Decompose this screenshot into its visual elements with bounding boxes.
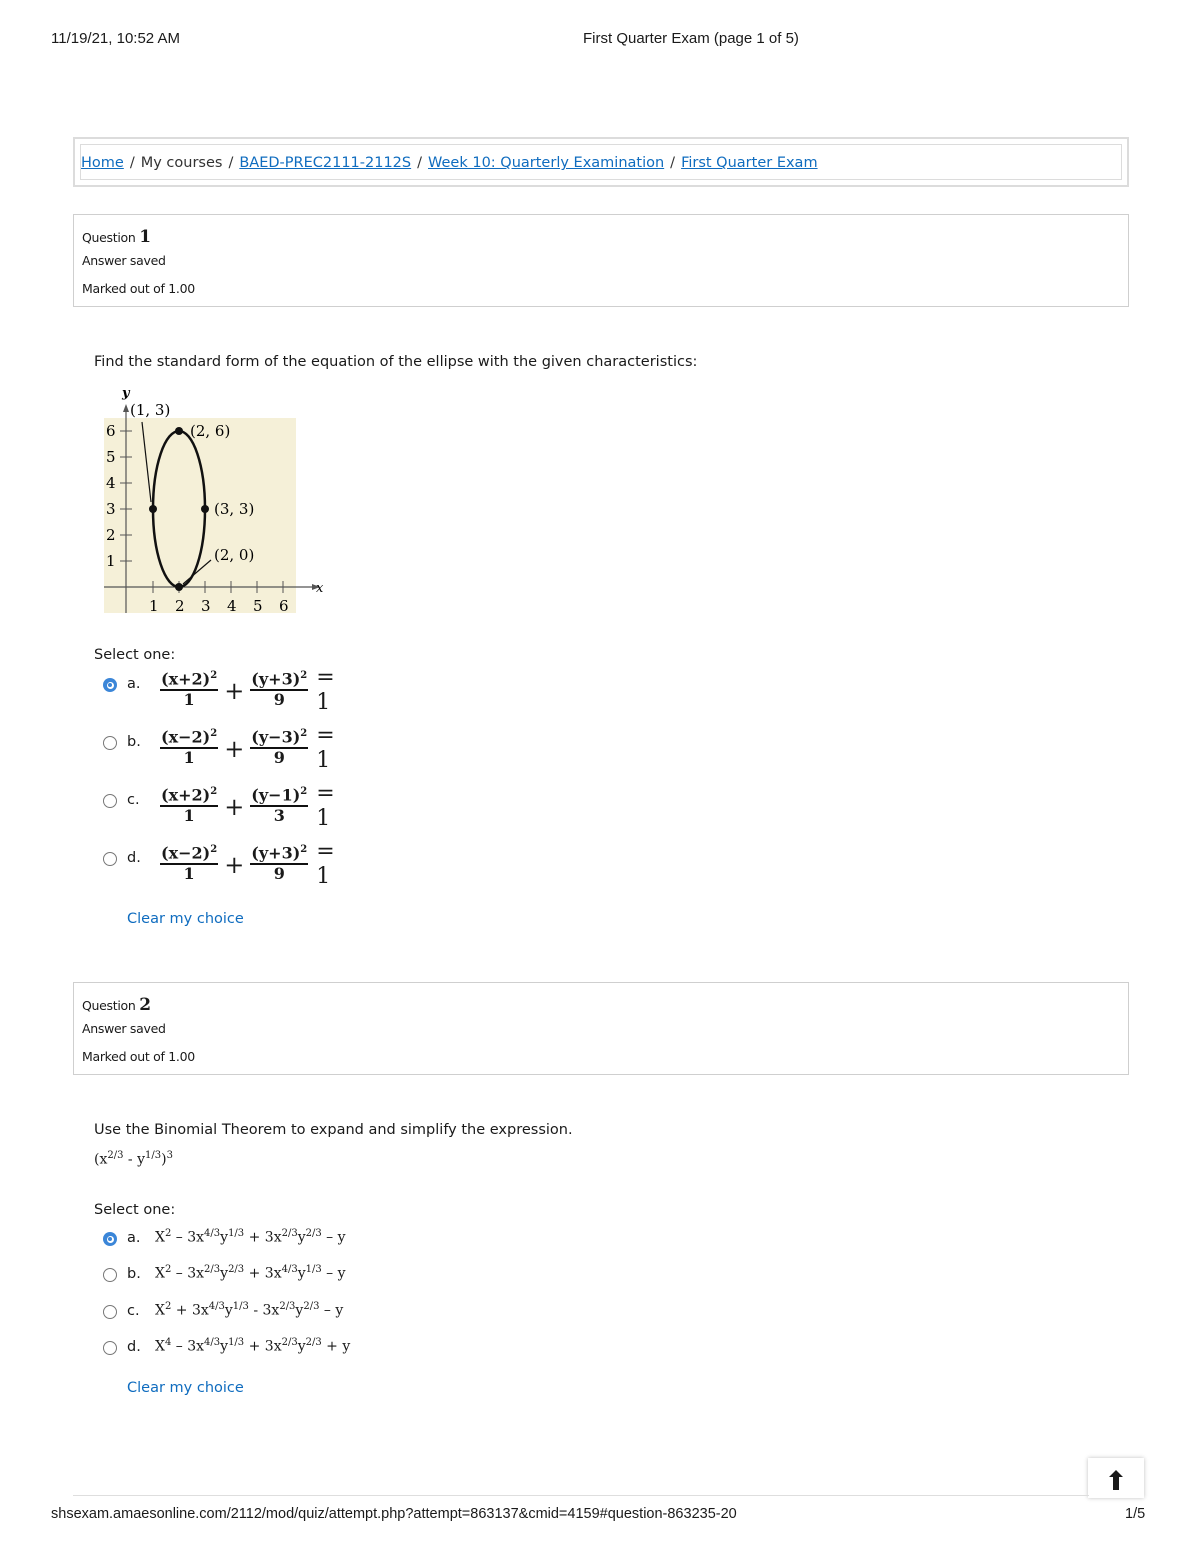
point-label: (1, 3) xyxy=(130,401,171,419)
radio-button[interactable] xyxy=(103,852,117,866)
option-letter: d. xyxy=(127,850,141,866)
radio-button[interactable] xyxy=(103,678,117,692)
question-label: Question xyxy=(82,230,136,245)
question-number xyxy=(82,227,151,247)
option-expression: $X^2 + 3x^{4/3}y^{1/3} - 3x^{2/3}y^{2/3} - y$ xyxy=(155,1301,344,1319)
question-1-info xyxy=(73,214,1129,307)
point-2-0 xyxy=(175,583,183,591)
divider xyxy=(73,1495,1089,1496)
option-letter: b. xyxy=(127,1266,141,1282)
breadcrumb-separator: / xyxy=(417,155,423,171)
point-label: (2, 6) xyxy=(190,422,231,440)
select-one-label: Select one: xyxy=(94,1202,176,1218)
graph-background xyxy=(104,418,296,613)
breadcrumb-separator: / xyxy=(129,155,135,171)
print-header xyxy=(0,30,1200,50)
y-tick-label: 4 xyxy=(106,474,116,492)
question-2-text: Use the Binomial Theorem to expand and simplify the expression. xyxy=(94,1122,573,1138)
option-expression: $X^4 - 3x^{4/3}y^{1/3} + 3x^{2/3}y^{2/3} + y$ xyxy=(155,1337,351,1355)
page-url: shsexam.amaesonline.com/2112/mod/quiz/attempt.php?attempt=863137&cmid=4159#question-863235-20 xyxy=(51,1506,737,1522)
y-axis-arrow xyxy=(123,404,129,412)
breadcrumb-home[interactable]: Home xyxy=(81,155,124,171)
option-letter: a. xyxy=(127,1230,141,1246)
x-axis-label: x xyxy=(316,581,324,596)
breadcrumb-course[interactable]: BAED-PREC2111-2112S xyxy=(239,155,412,171)
breadcrumb-separator: / xyxy=(670,155,676,171)
option-expression: $X^2 - 3x^{2/3}y^{2/3} + 3x^{4/3}y^{1/3} - y$ xyxy=(155,1264,346,1282)
option-expression: $X^2 - 3x^{4/3}y^{1/3} + 3x^{2/3}y^{2/3} - y$ xyxy=(155,1228,346,1246)
question-2-expression: $(x^{2/3} - y^{1/3})^3$ xyxy=(94,1150,173,1168)
breadcrumb-my-courses: My courses xyxy=(140,155,223,171)
question-1-text: Find the standard form of the equation of the ellipse with the given characteristics: xyxy=(94,354,698,370)
option-equation: $\frac{(x-2)^2}{1}$ + $\frac{(y-3)^2}{9}$ = 1 xyxy=(161,723,335,773)
x-tick-label: 4 xyxy=(227,597,237,615)
x-tick-label: 5 xyxy=(253,597,263,615)
breadcrumb-separator: / xyxy=(228,155,234,171)
point-3-3 xyxy=(201,505,209,513)
y-tick-label: 1 xyxy=(106,552,116,570)
point-label: (3, 3) xyxy=(214,500,255,518)
breadcrumb xyxy=(73,137,1129,187)
point-2-6 xyxy=(175,427,183,435)
select-one-label: Select one: xyxy=(94,647,176,663)
option-letter: c. xyxy=(127,792,140,808)
question-label: Question xyxy=(82,998,136,1013)
option-letter: b. xyxy=(127,734,141,750)
y-tick-label: 2 xyxy=(106,526,116,544)
point-label: (2, 0) xyxy=(214,546,255,564)
print-title: First Quarter Exam (page 1 of 5) xyxy=(583,30,799,47)
radio-button[interactable] xyxy=(103,1232,117,1246)
x-tick-label: 6 xyxy=(279,597,289,615)
question-number xyxy=(82,995,151,1015)
radio-button[interactable] xyxy=(103,794,117,808)
question-2-info xyxy=(73,982,1129,1075)
question-state: Answer saved xyxy=(82,253,166,268)
option-letter: d. xyxy=(127,1339,141,1355)
clear-my-choice-link[interactable]: Clear my choice xyxy=(127,911,244,927)
radio-button[interactable] xyxy=(103,1305,117,1319)
y-tick-label: 6 xyxy=(106,422,116,440)
y-tick-label: 5 xyxy=(106,448,116,466)
print-datetime: 11/19/21, 10:52 AM xyxy=(51,30,180,47)
radio-button[interactable] xyxy=(103,1341,117,1355)
option-letter: c. xyxy=(127,1303,140,1319)
question-grade: Marked out of 1.00 xyxy=(82,281,195,296)
radio-button[interactable] xyxy=(103,1268,117,1282)
question-number-value: 1 xyxy=(139,227,152,247)
radio-button[interactable] xyxy=(103,736,117,750)
breadcrumb-week[interactable]: Week 10: Quarterly Examination xyxy=(428,155,665,171)
arrow-up-icon xyxy=(1088,1458,1144,1498)
ellipse-graph xyxy=(98,380,330,618)
page-count: 1/5 xyxy=(1125,1506,1146,1522)
option-letter: a. xyxy=(127,676,141,692)
x-tick-label: 3 xyxy=(201,597,211,615)
question-grade: Marked out of 1.00 xyxy=(82,1049,195,1064)
question-state: Answer saved xyxy=(82,1021,166,1036)
x-tick-label: 2 xyxy=(175,597,185,615)
question-number-value: 2 xyxy=(139,995,152,1015)
clear-my-choice-link[interactable]: Clear my choice xyxy=(127,1380,244,1396)
option-equation: $\frac{(x+2)^2}{1}$ + $\frac{(y-1)^2}{3}$ = 1 xyxy=(161,781,335,831)
x-tick-label: 1 xyxy=(149,597,159,615)
y-tick-label: 3 xyxy=(106,500,116,518)
breadcrumb-exam[interactable]: First Quarter Exam xyxy=(681,155,818,171)
option-equation: $\frac{(x+2)^2}{1}$ + $\frac{(y+3)^2}{9}$ = 1 xyxy=(161,665,335,715)
point-1-3 xyxy=(149,505,157,513)
option-equation: $\frac{(x-2)^2}{1}$ + $\frac{(y+3)^2}{9}$ = 1 xyxy=(161,839,335,889)
back-to-top-button[interactable] xyxy=(1088,1458,1144,1498)
y-axis-label: y xyxy=(122,386,130,401)
